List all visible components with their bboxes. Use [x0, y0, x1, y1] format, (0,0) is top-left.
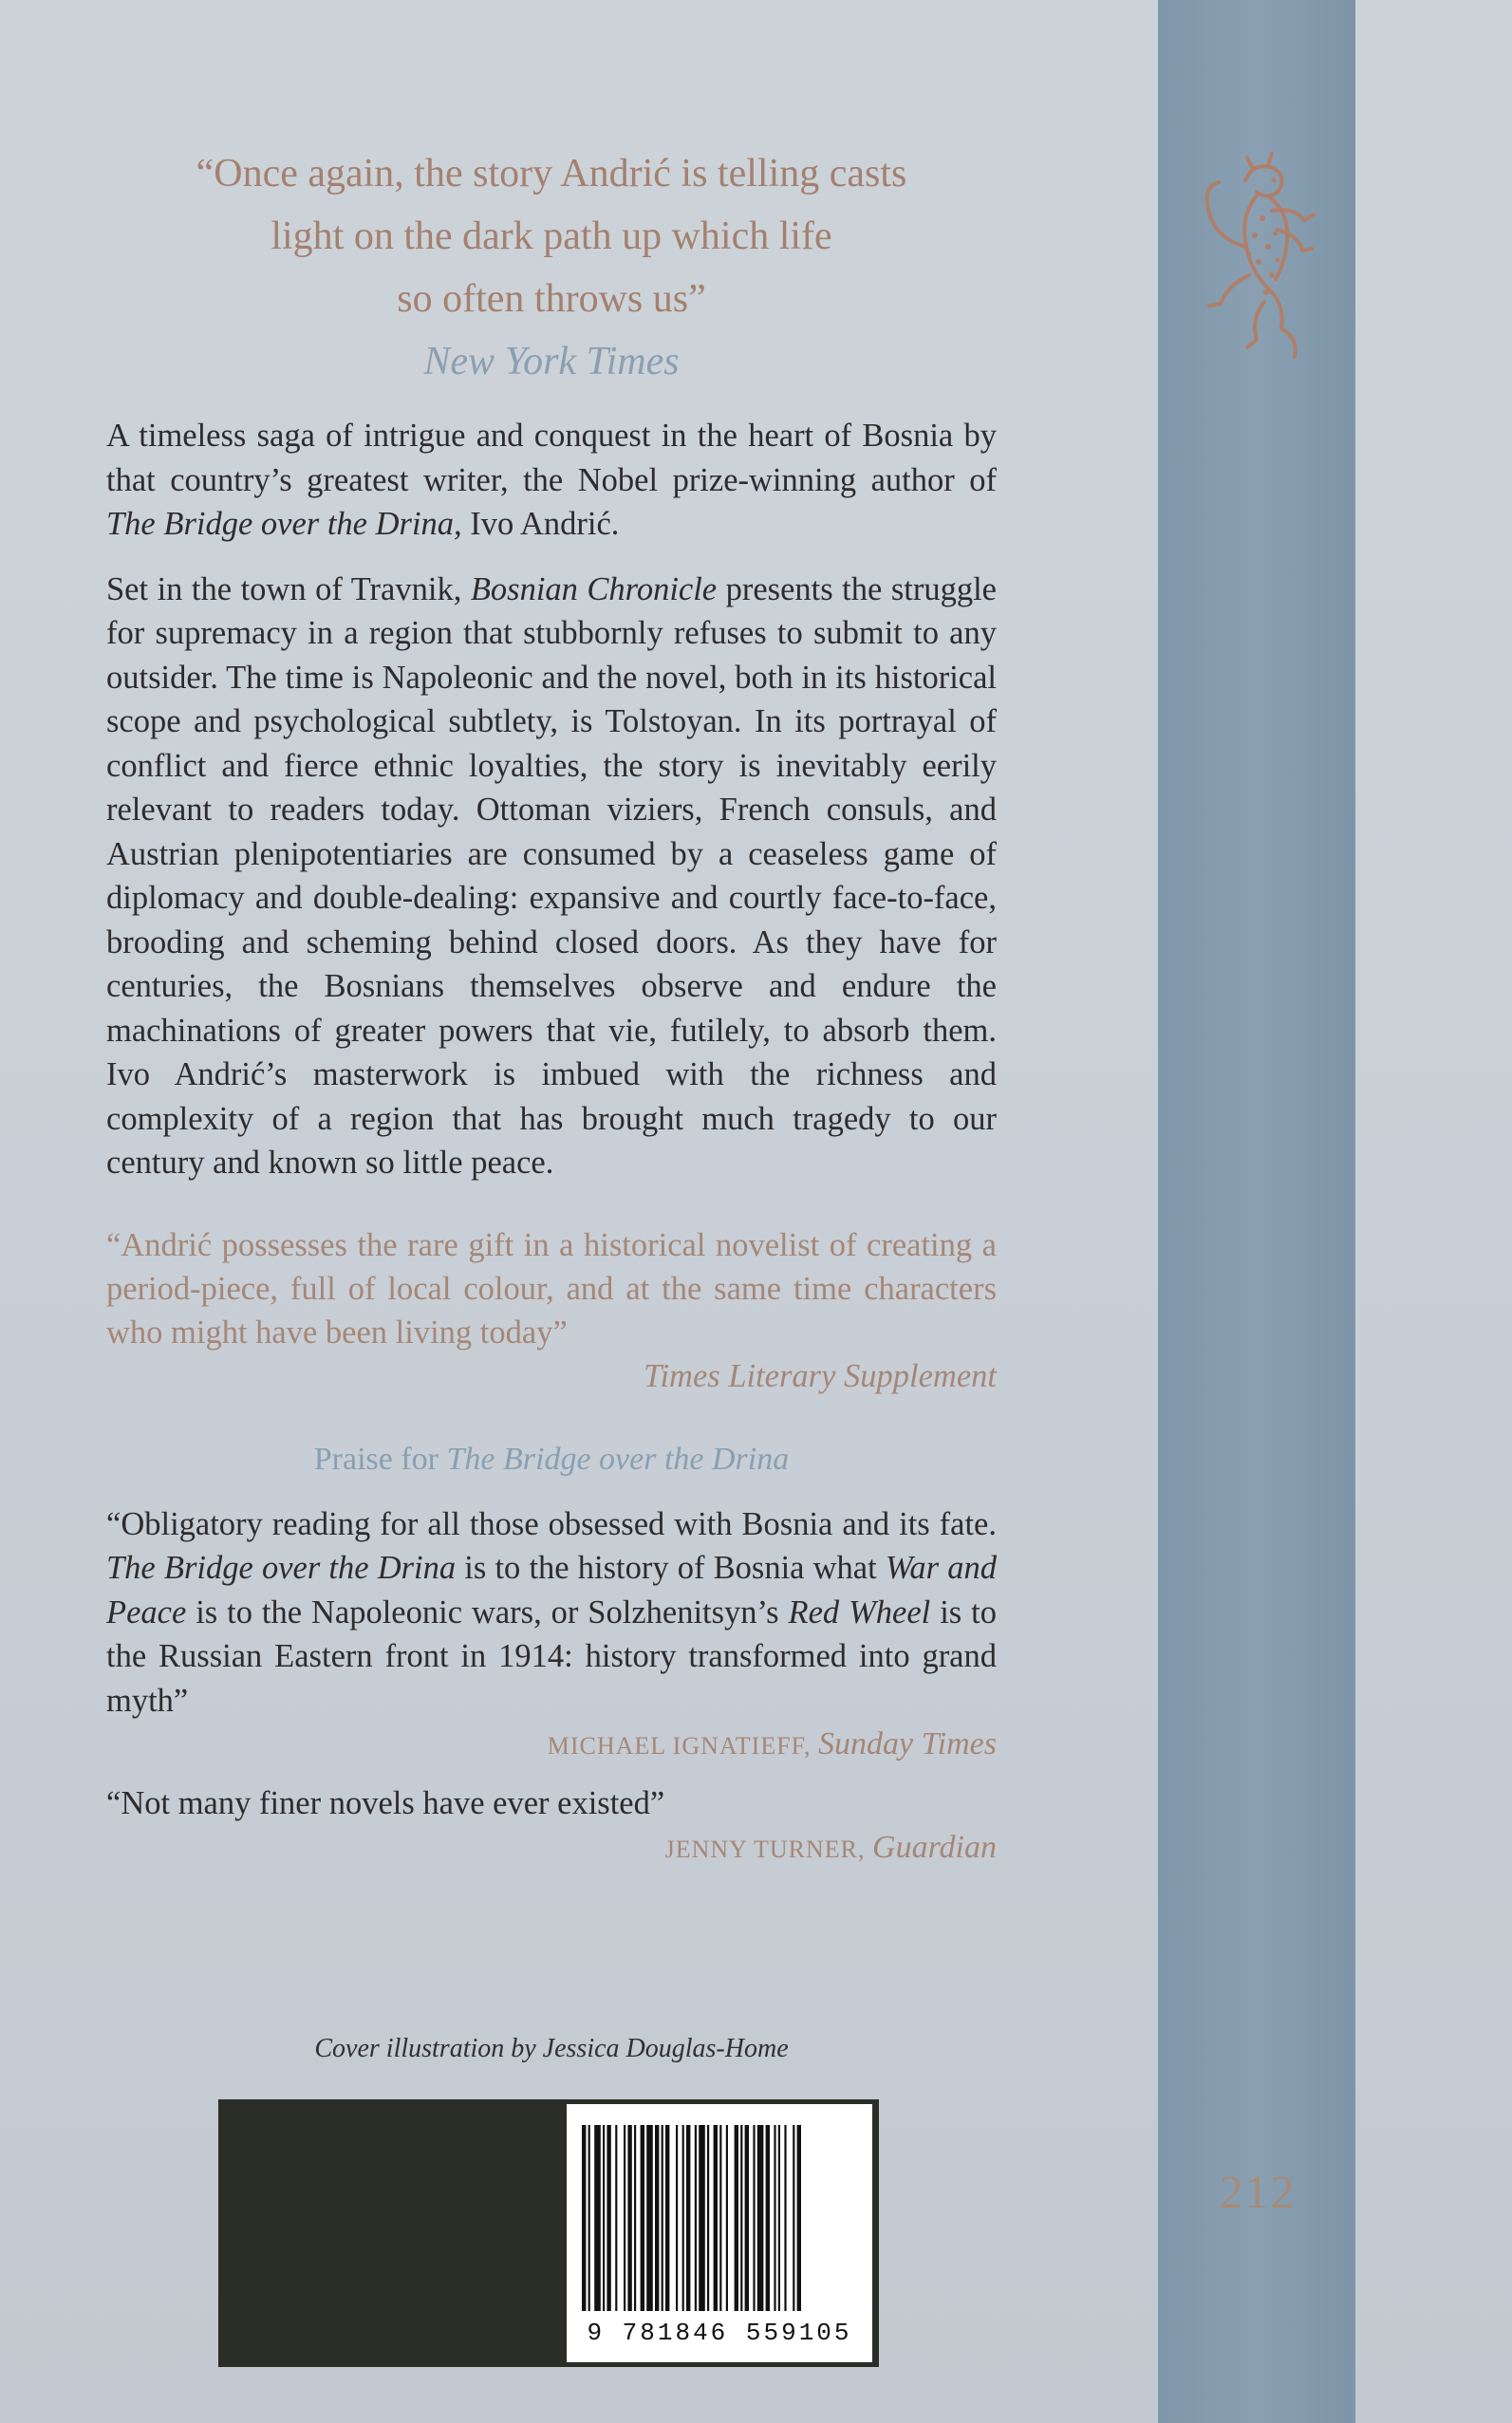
barcode-bar — [603, 2125, 605, 2311]
book-title: War and Peace — [106, 1550, 997, 1631]
barcode-bar — [686, 2125, 690, 2311]
review-author: MICHAEL IGNATIEFF, — [547, 1732, 819, 1760]
pull-quote-line: light on the dark path up which life — [271, 214, 832, 258]
barcode-bar — [641, 2125, 644, 2311]
review-turner: “Not many finer novels have ever existed” — [106, 1785, 665, 1821]
praise-heading-title: The Bridge over the Drina — [446, 1441, 790, 1477]
barcode-bar — [676, 2125, 678, 2311]
cover-illustration-credit: Cover illustration by Jessica Douglas-Home — [314, 2034, 789, 2063]
barcode-bar — [627, 2125, 631, 2311]
barcode-bar — [797, 2125, 801, 2311]
barcode-bar — [607, 2125, 610, 2311]
review-text: is to the history of Bosnia what — [456, 1550, 886, 1586]
barcode-bar — [726, 2125, 728, 2311]
barcode-bar — [753, 2125, 755, 2311]
barcode-bar — [682, 2125, 684, 2311]
praise-heading-prefix: Praise for — [313, 1441, 447, 1477]
barcode-bar — [707, 2125, 709, 2311]
review-text: is to the Russian Eastern front in 1914: history transformed into grand myth” — [106, 1594, 997, 1719]
review-author: JENNY TURNER, — [664, 1835, 873, 1863]
barcode-bar — [774, 2125, 775, 2311]
description-text: Set in the town of Travnik, — [106, 570, 471, 607]
barcode-bar — [588, 2125, 590, 2311]
barcode-bar — [662, 2125, 663, 2311]
barcode-bar — [699, 2125, 705, 2311]
barcode-bar — [778, 2125, 780, 2311]
description-paragraph-1 — [106, 414, 997, 547]
barcode-bar — [745, 2125, 749, 2311]
barcode-bar — [714, 2125, 718, 2311]
barcode-bar — [740, 2125, 742, 2311]
review-text: “Obligatory reading for all those obsessed with Bosnia and its fate. — [106, 1505, 997, 1542]
barcode-digits: 9 781846 559105 — [587, 2319, 852, 2347]
top-pull-quote — [106, 142, 997, 393]
barcode-bar — [655, 2125, 659, 2311]
barcode-bar — [719, 2125, 721, 2311]
barcode-bar — [784, 2125, 786, 2311]
heraldic-leopard-icon — [1186, 142, 1329, 380]
barcode-bar — [793, 2125, 794, 2311]
barcode-bar — [766, 2125, 770, 2311]
barcode-bar — [582, 2125, 586, 2311]
tls-quote-source: Times Literary Supplement — [644, 1357, 997, 1394]
barcode-bar — [665, 2125, 669, 2311]
barcode-bar — [615, 2125, 617, 2311]
book-title: The Bridge over the Drina, — [106, 506, 462, 542]
pull-quote-line: so often throws us” — [397, 277, 706, 321]
review-ignatieff — [106, 1502, 997, 1724]
review-attribution — [106, 1723, 997, 1768]
barcode-bar — [594, 2125, 601, 2311]
book-title: Bosnian Chronicle — [470, 570, 718, 607]
blurb-column — [106, 142, 997, 1872]
review-publication: Sunday Times — [818, 1726, 997, 1761]
review-text: is to the Napoleonic wars, or Solzhenitsyn’s — [186, 1594, 789, 1631]
description-text: presents the struggle for supremacy in a region that stubbornly refuses to submit to any outsider. The time is Napoleonic and the novel, both in its historical scope and psychological subtlety, is Tolstoyan. In its portrayal of conflict and fierce ethnic loyalties, the story is inevitably eerily relevant to readers today. Ottoman viziers, French consuls, and Austrian plenipotentiaries are consumed by a ceaseless game of diplomacy and double-dealing: expansive and courtly face-to-face, brooding and scheming behind closed doors. As they have for centuries, the Bosnians themselves observe and endure the machinations of greater powers that vie, futilely, to absorb them. Ivo Andrić’s masterwork is imbued with the richness and complexity of a region that has brought much tragedy to our century and known so little peace. — [106, 570, 997, 1181]
barcode-bar — [624, 2125, 625, 2311]
description-text: A timeless saga of intrigue and conquest in the heart of Bosnia by that country’s greatest writer, the Nobel prize-winning author of — [106, 418, 997, 498]
barcode-bar — [695, 2125, 697, 2311]
description-text: Ivo Andrić. — [461, 506, 620, 542]
barcode-bar — [646, 2125, 653, 2311]
barcode-bar — [757, 2125, 764, 2311]
book-title: Red Wheel — [788, 1594, 931, 1631]
barcode-bar — [735, 2125, 738, 2311]
review-publication: Guardian — [872, 1829, 997, 1865]
pull-quote-source: New York Times — [423, 340, 680, 383]
tls-quote: “Andrić possesses the rare gift in a historical novelist of creating a period-piece, full of local colour, and at the same time characters who might have been living today” — [106, 1226, 997, 1351]
barcode-panel — [218, 2099, 879, 2367]
praise-heading — [106, 1438, 997, 1482]
review-attribution — [106, 1826, 997, 1872]
pull-quote-line: “Once again, the story Andrić is telling casts — [196, 152, 907, 196]
description-paragraph-2 — [106, 568, 997, 1185]
spine-number: 212 — [1219, 2165, 1297, 2218]
book-title: The Bridge over the Drina — [106, 1550, 457, 1586]
barcode — [567, 2104, 872, 2362]
barcode-bar — [634, 2125, 636, 2311]
